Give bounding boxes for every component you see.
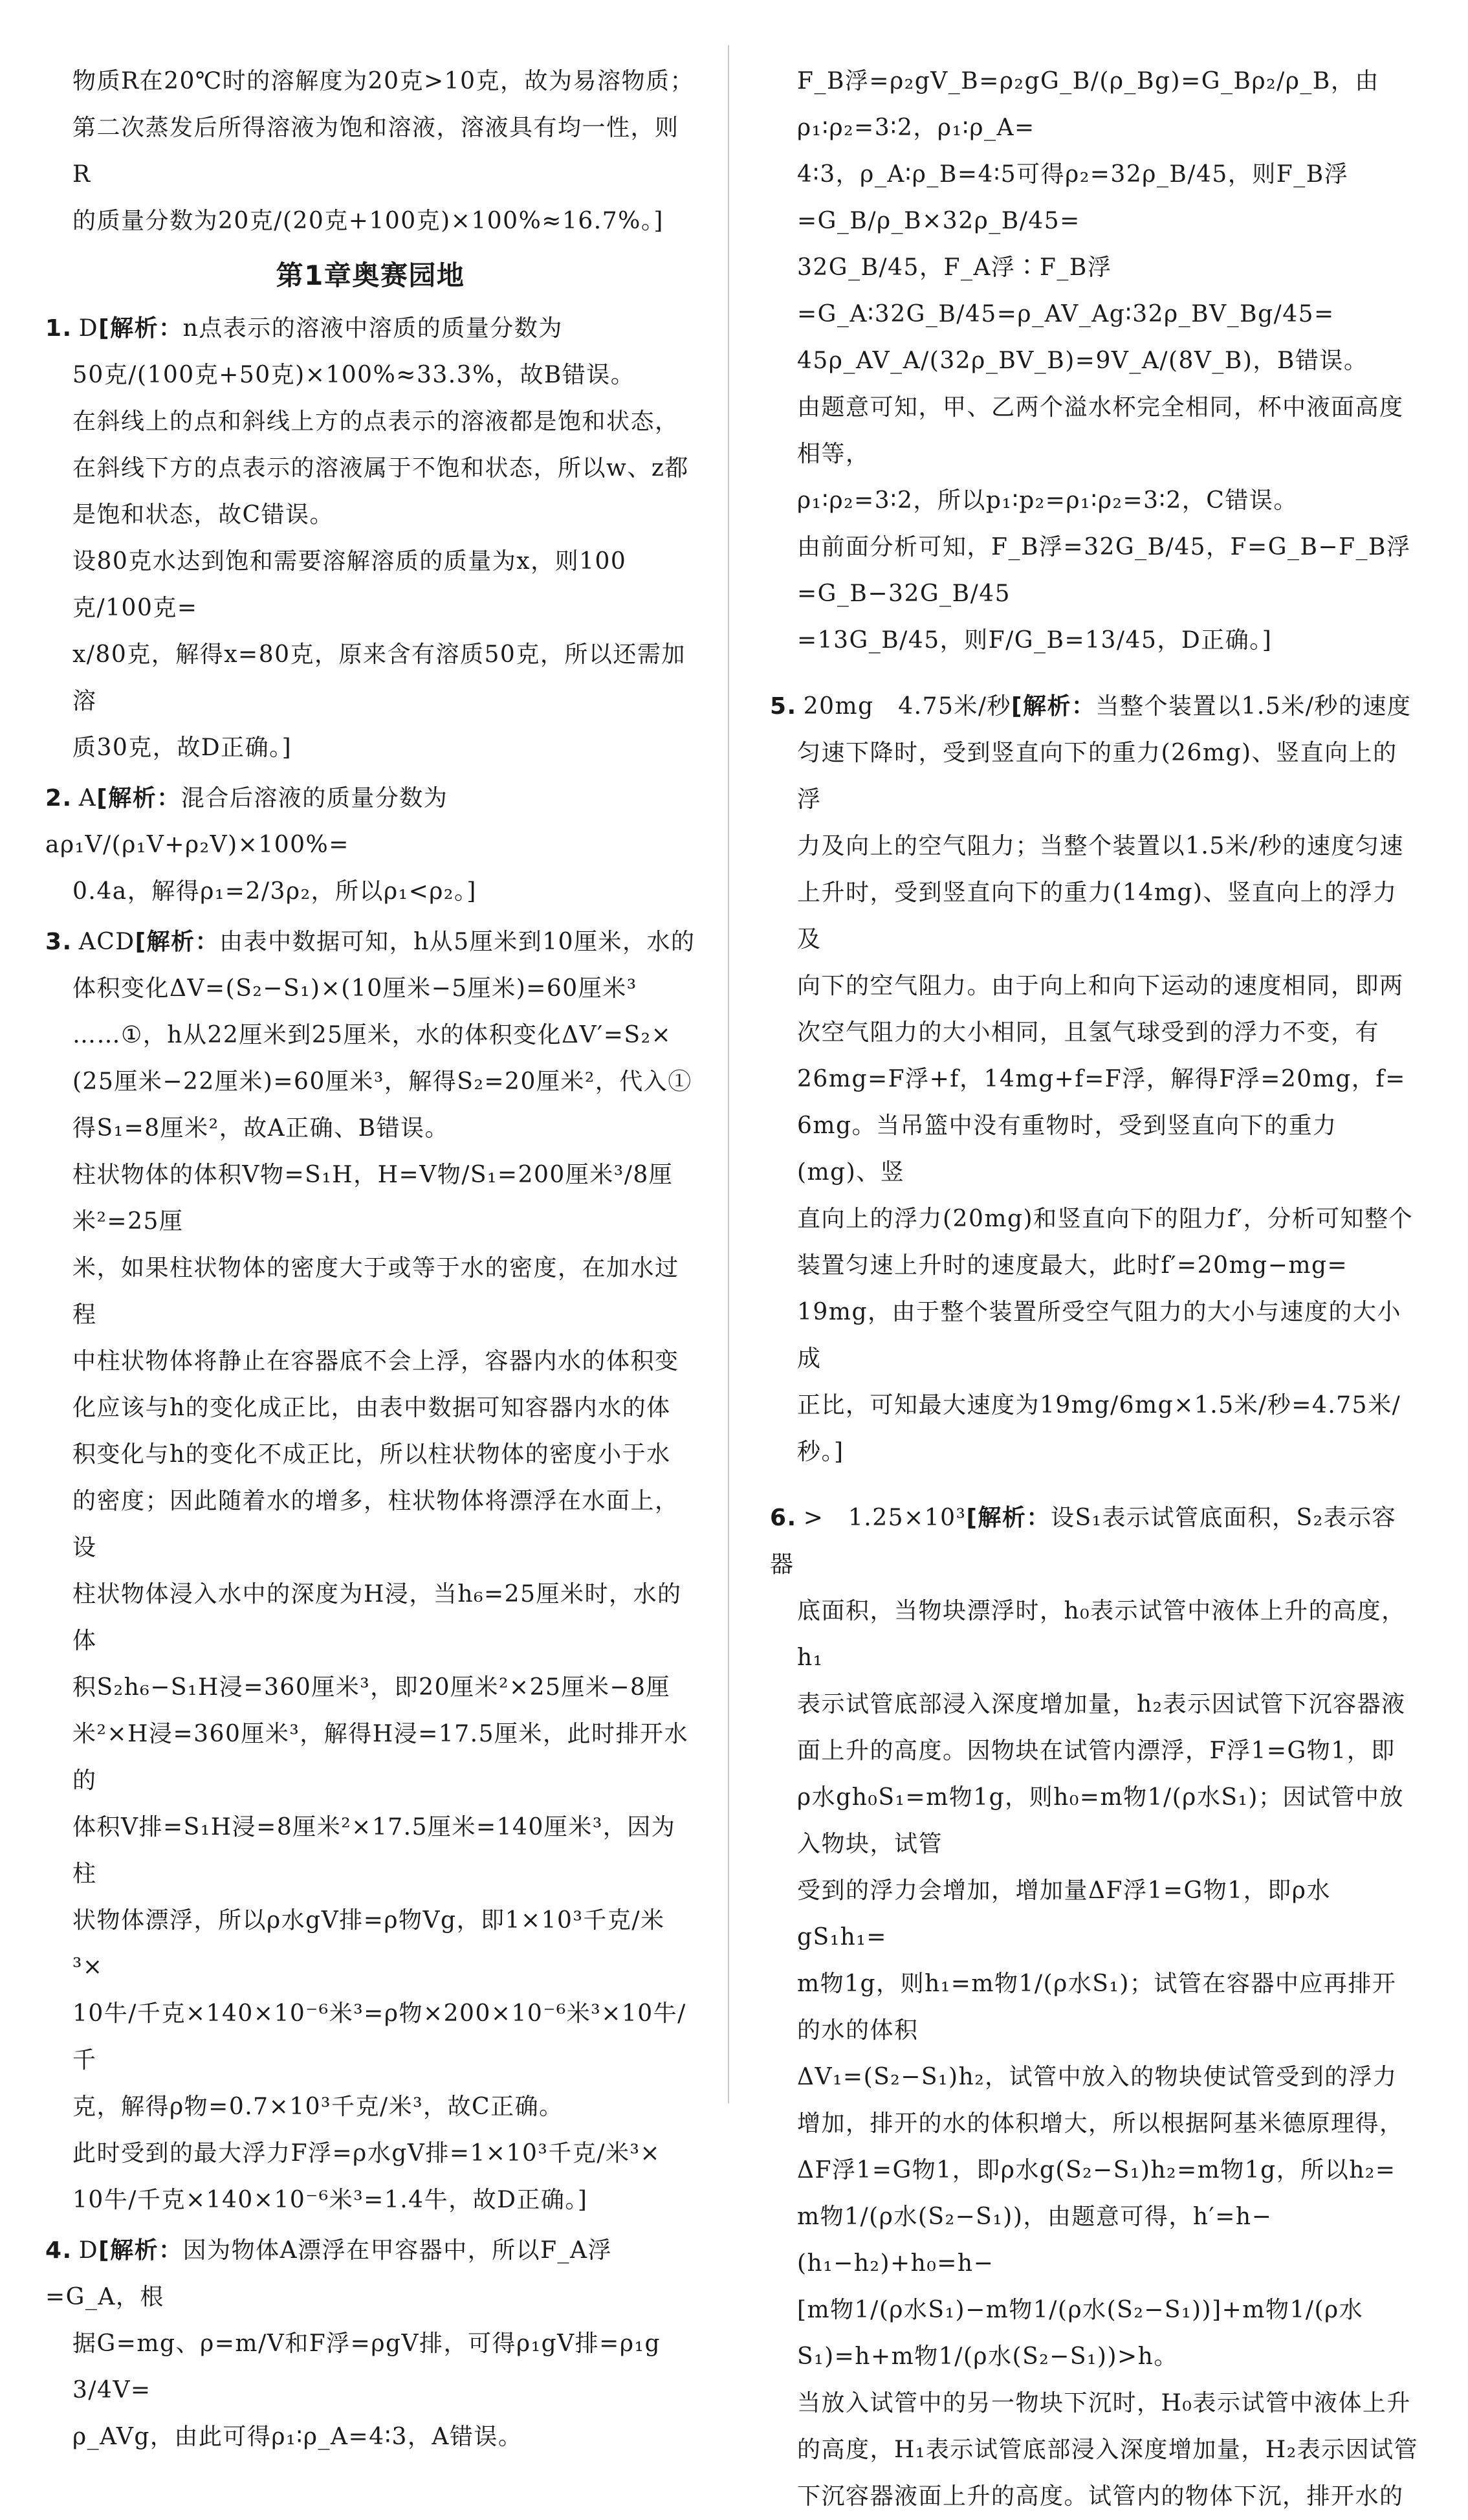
analysis-line: 面上升的高度。因物块在试管内漂浮，F浮1=G物1，即 — [797, 1738, 1396, 1764]
analysis-line: 在斜线下方的点表示的溶液属于不饱和状态，所以w、z都 — [72, 455, 689, 481]
analysis-line: 中柱状物体将静止在容器底不会上浮，容器内水的体积变 — [72, 1348, 679, 1375]
question-6 — [770, 1495, 1420, 2520]
analysis-line: ρ₁∶ρ₂=3∶2，所以p₁∶p₂=ρ₁∶ρ₂=3∶2，C错误。 — [797, 487, 1298, 514]
analysis-label: [解析： — [98, 315, 183, 342]
analysis-line: 45ρ_AV_A/(32ρ_BV_B)=9V_A/(8V_B)，B错误。 — [797, 348, 1368, 374]
answer: D — [78, 2237, 99, 2264]
analysis-line: 由前面分析可知，F_B浮=32G_B/45，F=G_B−F_B浮=G_B−32G_B/45 — [797, 534, 1411, 607]
analysis-line: 直向上的浮力(20mg)和竖直向下的阻力f′，分析可知整个 — [797, 1206, 1414, 1232]
analysis-line: 下沉容器液面上升的高度。试管内的物体下沉，排开水的 — [797, 2483, 1404, 2510]
answer: ACD — [78, 929, 135, 955]
analysis-line: 的密度；因此随着水的增多，柱状物体将漂浮在水面上，设 — [72, 1488, 679, 1561]
analysis-line: 受到的浮力会增加，增加量ΔF浮1=G物1，即ρ水gS₁h₁= — [797, 1877, 1331, 1951]
analysis-line: =13G_B/45，则F/G_B=13/45，D正确。] — [797, 627, 1273, 654]
question-number: 5. — [770, 693, 797, 720]
question-number: 1. — [45, 315, 72, 342]
analysis-line: 正比，可知最大速度为19mg/6mg×1.5米/秒=4.75米/秒。] — [797, 1392, 1401, 1465]
analysis-line: 6mg。当吊篮中没有重物时，受到竖直向下的重力(mg)、竖 — [797, 1112, 1337, 1186]
analysis-line: 设S₁表示试管底面积，S₂表示容器 — [770, 1505, 1397, 1578]
analysis-line: 混合后溶液的质量分数为aρ₁V/(ρ₁V+ρ₂V)×100%= — [45, 785, 448, 858]
analysis-line: 次空气阻力的大小相同，且氢气球受到的浮力不变，有 — [797, 1019, 1380, 1046]
analysis-line: ……①，h从22厘米到25厘米，水的体积变化ΔV′=S₂× — [72, 1022, 672, 1048]
column-divider — [728, 45, 729, 2103]
analysis-line: 的高度，H₁表示试管底部浸入深度增加量，H₂表示因试管 — [797, 2437, 1419, 2463]
analysis-label: [解析： — [1011, 693, 1096, 720]
question-number: 3. — [45, 929, 72, 955]
analysis-line: 26mg=F浮+f，14mg+f=F浮，解得F浮=20mg，f= — [797, 1066, 1406, 1092]
question-number: 6. — [770, 1505, 797, 1531]
analysis-line: 柱状物体的体积V物=S₁H，H=V物/S₁=200厘米³/8厘米²=25厘 — [72, 1162, 674, 1235]
analysis-line: 设80克水达到饱和需要溶解溶质的质量为x，则100克/100克= — [72, 548, 627, 621]
analysis-line: 匀速下降时，受到竖直向下的重力(26mg)、竖直向上的浮 — [797, 740, 1397, 813]
analysis-label: [解析： — [135, 929, 220, 955]
analysis-line: ρ_AVg，由此可得ρ₁∶ρ_A=4∶3，A错误。 — [72, 2424, 523, 2450]
answer: A — [78, 785, 97, 812]
analysis-line: 克，解得ρ物=0.7×10³千克/米³，故C正确。 — [72, 2094, 564, 2120]
analysis-line: 力及向上的空气阻力；当整个装置以1.5米/秒的速度匀速 — [797, 833, 1404, 859]
analysis-line: 是饱和状态，故C错误。 — [72, 502, 334, 528]
analysis-line: 此时受到的最大浮力F浮=ρ水gV排=1×10³千克/米³× — [72, 2140, 661, 2167]
analysis-line: 19mg，由于整个装置所受空气阻力的大小与速度的大小成 — [797, 1299, 1401, 1372]
analysis-line: 装置匀速上升时的速度最大，此时f′=20mg−mg= — [797, 1252, 1348, 1279]
section-title: 第1章奥赛园地 — [276, 260, 465, 291]
analysis-line: 质30克，故D正确。] — [72, 735, 292, 761]
question-5 — [770, 683, 1420, 1476]
analysis-line: ΔF浮1=G物1，即ρ水g(S₂−S₁)h₂=m物1g，所以h₂= — [797, 2157, 1396, 2183]
analysis-line: 米²×H浸=360厘米³，解得H浸=17.5厘米，此时排开水的 — [72, 1721, 689, 1794]
answer: 20mg 4.75米/秒 — [803, 693, 1012, 720]
question-1 — [45, 305, 696, 771]
analysis-line: x/80克，解得x=80克，原来含有溶质50克，所以还需加溶 — [72, 641, 686, 714]
analysis-line: 在斜线上的点和斜线上方的点表示的溶液都是饱和状态， — [72, 408, 679, 435]
intro-line-1: 物质R在20℃时的溶解度为20克>10克，故为易溶物质； — [72, 68, 694, 94]
question-4 — [45, 2227, 696, 2460]
analysis-line: 32G_B/45，F_A浮∶F_B浮=G_A∶32G_B/45=ρ_AV_Ag∶32ρ_BV_Bg/45= — [797, 254, 1335, 327]
analysis-line: 50克/(100克+50克)×100%≈33.3%，故B错误。 — [72, 362, 635, 388]
analysis-line: F_B浮=ρ₂gV_B=ρ₂gG_B/(ρ_Bg)=G_Bρ₂/ρ_B，由ρ₁∶ρ₂=3∶2，ρ₁∶ρ_A= — [797, 68, 1379, 141]
analysis-line: 上升时，受到竖直向下的重力(14mg)、竖直向上的浮力及 — [797, 879, 1397, 953]
analysis-line: n点表示的溶液中溶质的质量分数为 — [182, 315, 563, 342]
analysis-line: 当整个装置以1.5米/秒的速度 — [1095, 693, 1412, 720]
left-column — [45, 58, 696, 2460]
answer: > 1.25×10³ — [803, 1505, 967, 1531]
analysis-line: 体积V排=S₁H浸=8厘米²×17.5厘米=140厘米³，因为柱 — [72, 1814, 676, 1887]
analysis-line: 状物体漂浮，所以ρ水gV排=ρ物Vg，即1×10³千克/米³× — [72, 1907, 665, 1980]
analysis-line: 由表中数据可知，h从5厘米到10厘米，水的 — [219, 929, 696, 955]
analysis-line: 0.4a，解得ρ₁=2/3ρ₂，所以ρ₁<ρ₂。] — [72, 878, 477, 905]
analysis-label: [解析： — [98, 2237, 183, 2264]
analysis-line: ρ水gh₀S₁=m物1g，则h₀=m物1/(ρ水S₁)；因试管中放入物块，试管 — [797, 1784, 1404, 1857]
analysis-line: m物1g，则h₁=m物1/(ρ水S₁)；试管在容器中应再排开的水的体积 — [797, 1971, 1397, 2044]
analysis-label: [解析： — [966, 1505, 1051, 1531]
analysis-line: 得S₁=8厘米²，故A正确、B错误。 — [72, 1115, 450, 1142]
analysis-line: 体积变化ΔV=(S₂−S₁)×(10厘米−5厘米)=60厘米³ — [72, 975, 637, 1002]
analysis-line: 底面积，当物块漂浮时，h₀表示试管中液体上升的高度，h₁ — [797, 1598, 1406, 1671]
analysis-line: 积S₂h₆−S₁H浸=360厘米³，即20厘米²×25厘米−8厘 — [72, 1674, 670, 1701]
analysis-label: [解析： — [96, 785, 181, 812]
question-3 — [45, 919, 696, 2224]
analysis-line: 4∶3，ρ_A∶ρ_B=4∶5可得ρ₂=32ρ_B/45，则F_B浮=G_B/ρ_B×32ρ_B/45= — [797, 161, 1349, 234]
analysis-line: m物1/(ρ水(S₂−S₁))，由题意可得，h′=h−(h₁−h₂)+h₀=h− — [797, 2204, 1273, 2277]
intro-line-3: 的质量分数为20克/(20克+100克)×100%≈16.7%。] — [72, 208, 664, 234]
analysis-line: 10牛/千克×140×10⁻⁶米³=ρ物×200×10⁻⁶米³×10牛/千 — [72, 2000, 686, 2073]
analysis-line: 积变化与h的变化不成正比，所以柱状物体的密度小于水 — [72, 1441, 671, 1468]
analysis-line: 表示试管底部浸入深度增加量，h₂表示因试管下沉容器液 — [797, 1691, 1406, 1718]
analysis-line: 柱状物体浸入水中的深度为H浸，当h₆=25厘米时，水的体 — [72, 1581, 682, 1654]
analysis-line: (25厘米−22厘米)=60厘米³，解得S₂=20厘米²，代入① — [72, 1068, 692, 1095]
analysis-line: 米，如果柱状物体的密度大于或等于水的密度，在加水过程 — [72, 1255, 679, 1328]
analysis-line: 因为物体A漂浮在甲容器中，所以F_A浮=G_A，根 — [45, 2237, 613, 2310]
question-number: 4. — [45, 2237, 72, 2264]
question-2 — [45, 775, 696, 915]
analysis-line: 向下的空气阻力。由于向上和向下运动的速度相同，即两 — [797, 973, 1404, 999]
analysis-line: 据G=mg、ρ=m/V和F浮=ρgV排，可得ρ₁gV排=ρ₁g 3/4V= — [72, 2330, 661, 2404]
question-4-continued — [770, 58, 1420, 664]
analysis-line: ΔV₁=(S₂−S₁)h₂，试管中放入的物块使试管受到的浮力 — [797, 2064, 1397, 2090]
intro-line-2: 第二次蒸发后所得溶液为饱和溶液，溶液具有均一性，则R — [72, 115, 679, 188]
analysis-line: 增加，排开的水的体积增大，所以根据阿基米德原理得， — [797, 2110, 1404, 2137]
analysis-line: 当放入试管中的另一物块下沉时，H₀表示试管中液体上升 — [797, 2390, 1411, 2416]
answer: D — [78, 315, 99, 342]
right-column — [770, 58, 1420, 2520]
analysis-line: [m物1/(ρ水S₁)−m物1/(ρ水(S₂−S₁))]+m物1/(ρ水S₁)=h+m物1/(ρ水(S₂−S₁))>h。 — [797, 2297, 1364, 2370]
analysis-line: 由题意可知，甲、乙两个溢水杯完全相同，杯中液面高度相等， — [797, 394, 1404, 467]
analysis-line: 10牛/千克×140×10⁻⁶米³=1.4牛，故D正确。] — [72, 2187, 588, 2213]
analysis-line: 化应该与h的变化成正比，由表中数据可知容器内水的体 — [72, 1395, 671, 1421]
question-number: 2. — [45, 785, 72, 812]
